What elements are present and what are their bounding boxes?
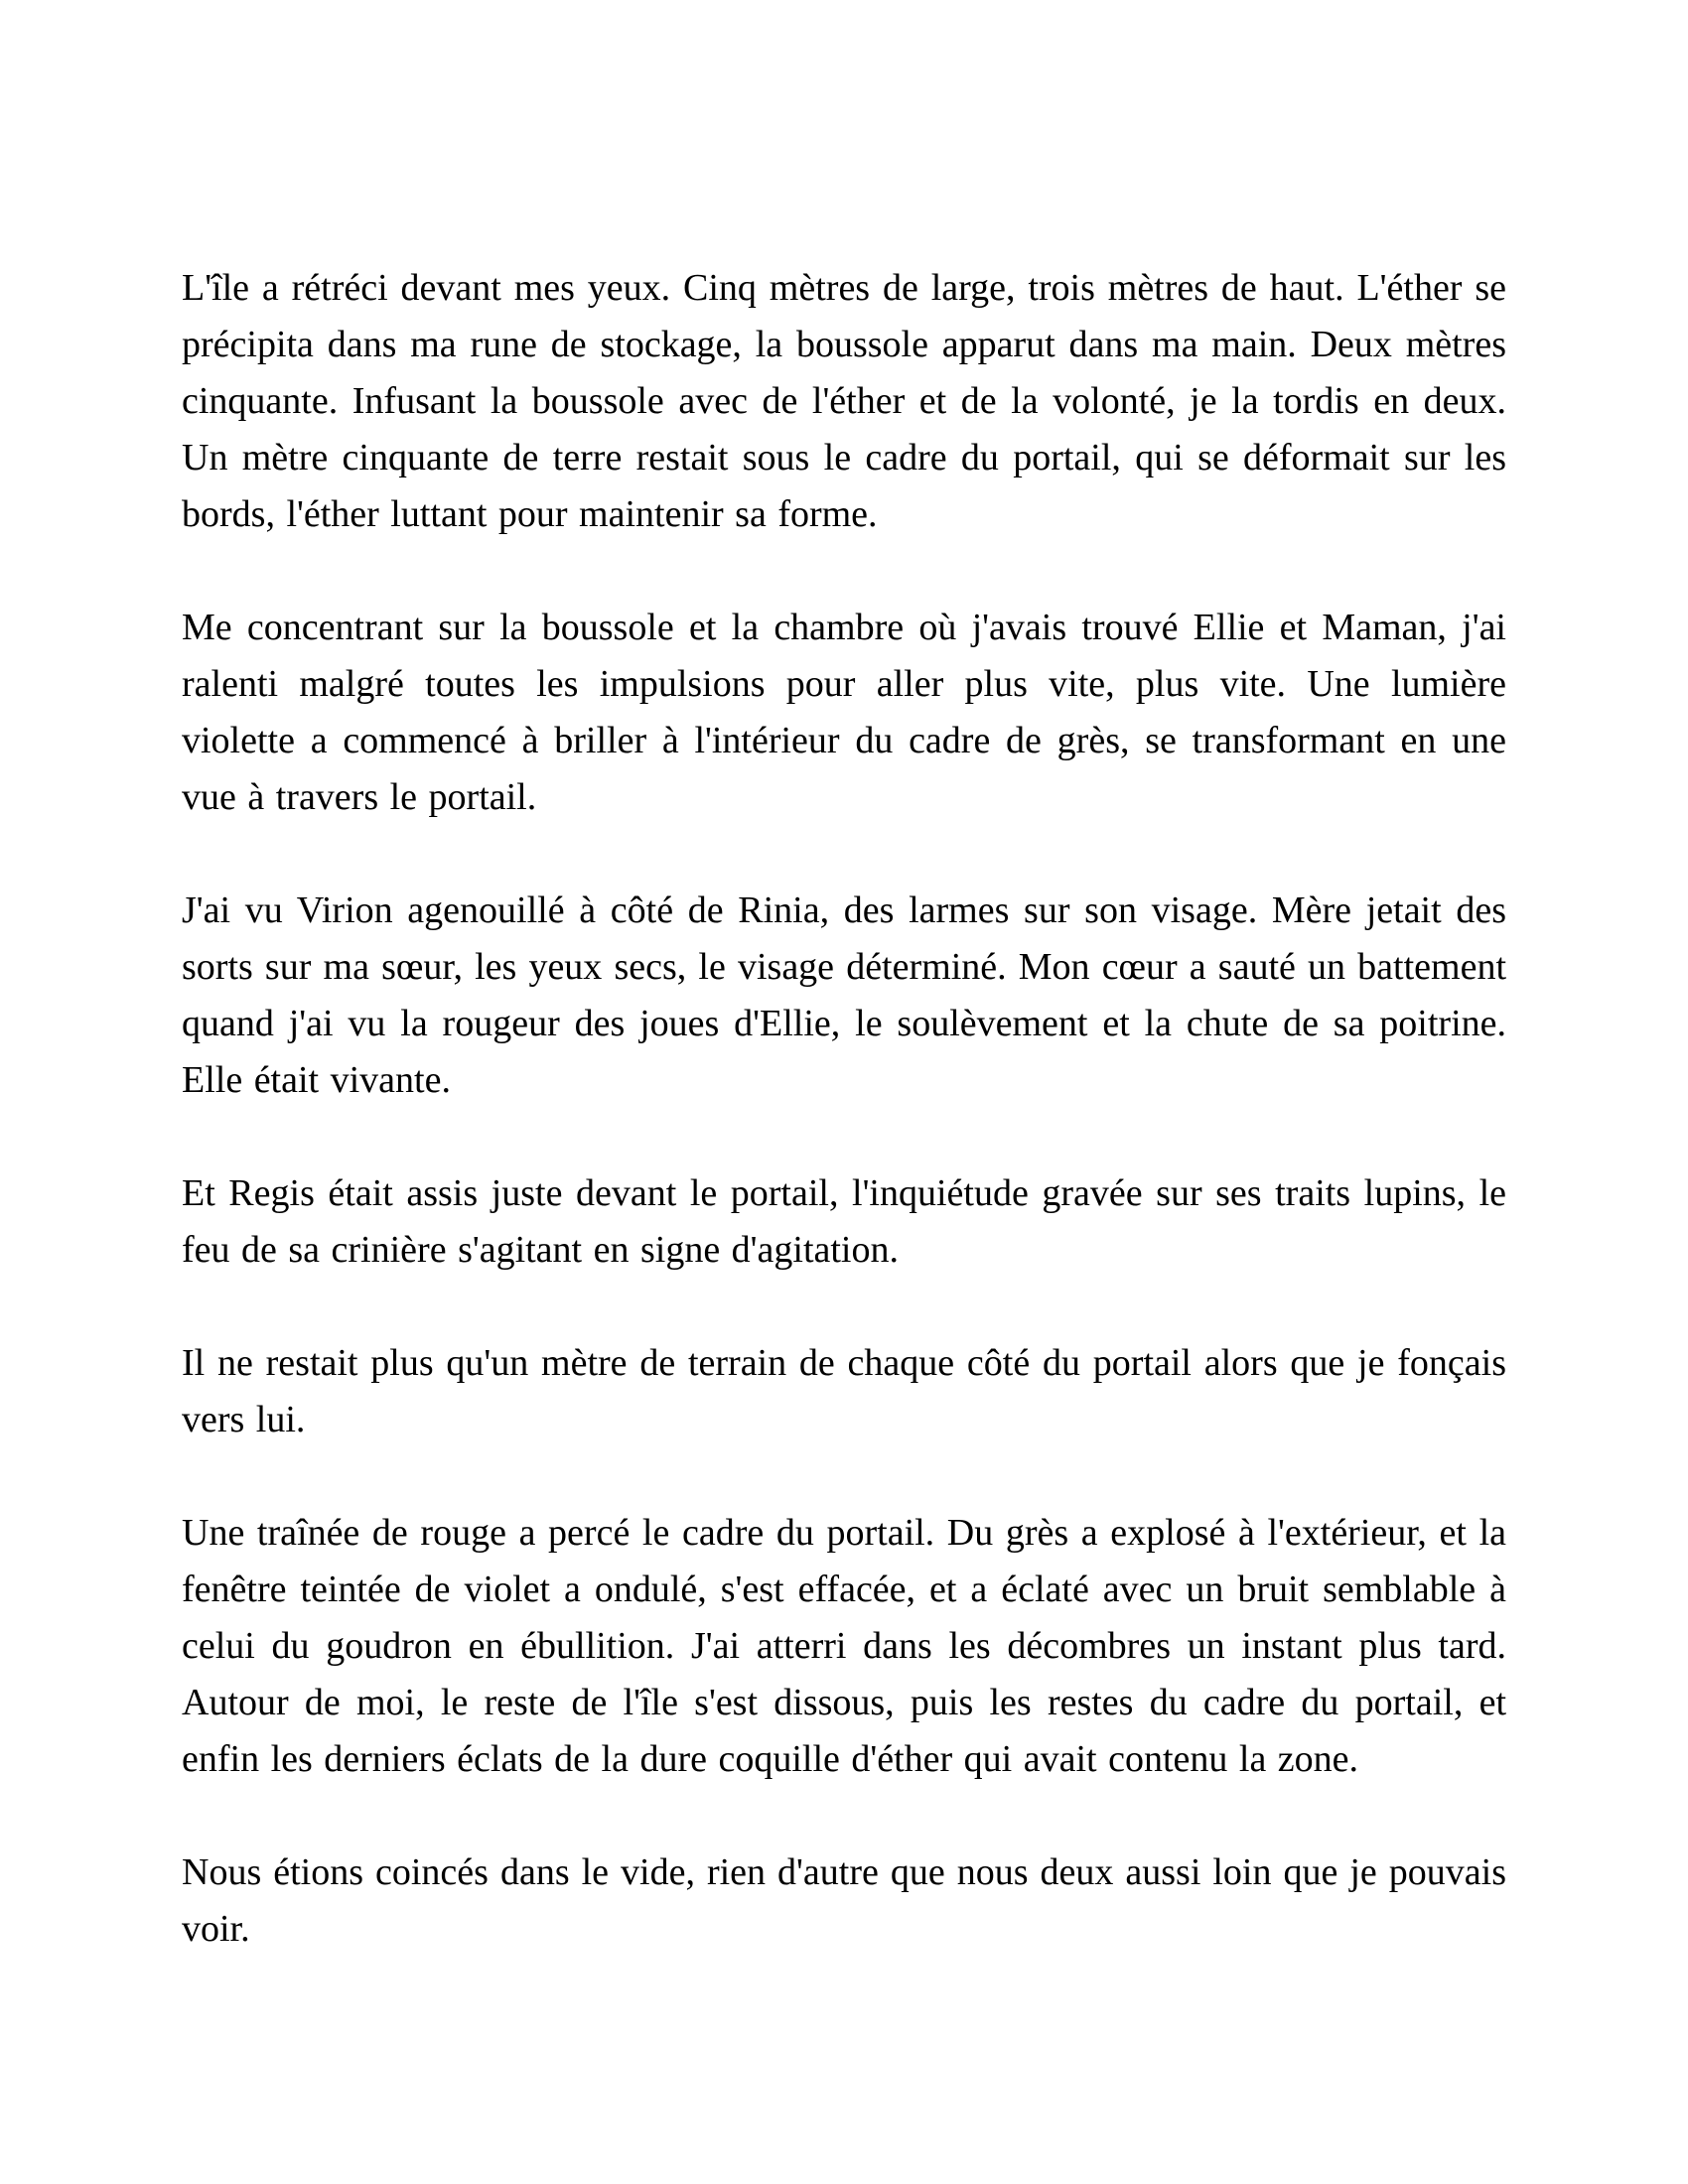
paragraph: Une traînée de rouge a percé le cadre du portail. Du grès a explosé à l'extérieur, et la fenêtre teintée de violet a ondulé, s'est effacée, et a éclaté avec un bruit semblable à celui du goudron en ébullition. J'ai atterri dans les décombres un instant plus tard. Autour de moi, le reste de l'île s'est dissous, puis les restes du cadre du portail, et enfin les derniers éclats de la dure coquille d'éther qui avait contenu la zone. <box>182 1512 1506 1780</box>
paragraph: Et Regis était assis juste devant le portail, l'inquiétude gravée sur ses traits lupins, le feu de sa crinière s'agitant en signe d'agitation. <box>182 1172 1506 1271</box>
page-text <box>182 260 1506 1958</box>
paragraph: Me concentrant sur la boussole et la chambre où j'avais trouvé Ellie et Maman, j'ai ralenti malgré toutes les impulsions pour aller plus vite, plus vite. Une lumière violette a commencé à briller à l'intérieur du cadre de grès, se transformant en une vue à travers le portail. <box>182 607 1506 818</box>
paragraph: J'ai vu Virion agenouillé à côté de Rinia, des larmes sur son visage. Mère jetait des sorts sur ma sœur, les yeux secs, le visage déterminé. Mon cœur a sauté un battement quand j'ai vu la rougeur des joues d'Ellie, le soulèvement et la chute de sa poitrine. Elle était vivante. <box>182 889 1506 1101</box>
paragraph: Il ne restait plus qu'un mètre de terrain de chaque côté du portail alors que je fonçais vers lui. <box>182 1342 1506 1440</box>
paragraph: Nous étions coincés dans le vide, rien d'autre que nous deux aussi loin que je pouvais voir. <box>182 1851 1506 1950</box>
paragraph: L'île a rétréci devant mes yeux. Cinq mètres de large, trois mètres de haut. L'éther se précipita dans ma rune de stockage, la boussole apparut dans ma main. Deux mètres cinquante. Infusant la boussole avec de l'éther et de la volonté, je la tordis en deux. Un mètre cinquante de terre restait sous le cadre du portail, qui se déformait sur les bords, l'éther luttant pour maintenir sa forme. <box>182 267 1506 535</box>
